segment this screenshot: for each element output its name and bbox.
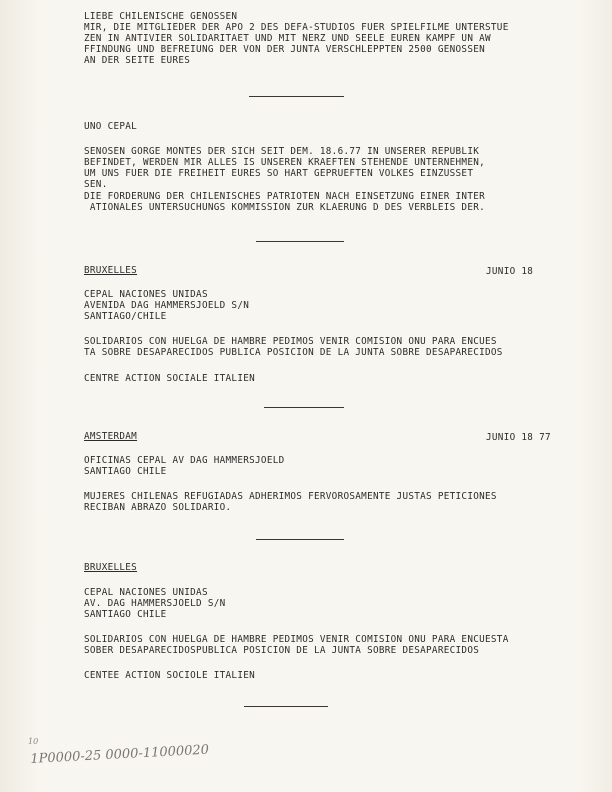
body-line: TA SOBRE DESAPARECIDOS PUBLICA POSICION DE LA JUNTA SOBRE DESAPARECIDOS [84,347,503,358]
note-line: SENOSEN GORGE MONTES DER SICH SEIT DEM. 18.6.77 IN UNSERER REPUBLIK [84,146,480,157]
letter-line: LIEBE CHILENISCHE GENOSSEN [84,11,238,22]
telegram-date: JUNIO 18 [486,266,534,277]
address-line: CEPAL NACIONES UNIDAS [84,587,208,598]
signature: CENTEE ACTION SOCIOLE ITALIEN [84,670,256,681]
note-line: BEFINDET, WERDEN MIR ALLES IS UNSEREN KRAEFTEN STEHENDE UNTERNEHMEN, [84,157,486,168]
address-line: SANTIAGO CHILE [84,466,167,477]
divider-rule [249,96,344,97]
archive-number: 1P0000-25 0000-11000020 [30,742,210,767]
address-line: CEPAL NACIONES UNIDAS [84,289,208,300]
signature: CENTRE ACTION SOCIALE ITALIEN [84,373,256,384]
telegram-origin: AMSTERDAM [84,431,138,442]
address-line: SANTIAGO/CHILE [84,311,167,322]
address-line: AV. DAG HAMMERSJOELD S/N [84,598,226,609]
note-line: ATIONALES UNTERSUCHUNGS KOMMISSION ZUR KLAERUNG D DES VERBLEIS DER. [84,202,486,213]
letter-line: AN DER SEITE EURES [84,55,191,66]
divider-rule [256,241,344,242]
letter-line: ZEN IN ANTIVIER SOLIDARITAET UND MIT NERZ UND SEELE EUREN KAMPF UN AW [84,33,491,44]
corner-mark: 10 [28,737,39,746]
body-line: SOLIDARIOS CON HUELGA DE HAMBRE PEDIMOS VENIR COMISION ONU PARA ENCUESTA [84,634,509,645]
note-line: UM UNS FUER DIE FREIHEIT EURES SO HART GEPRUEFTEN VOLKES EINZUSSET [84,168,474,179]
divider-rule [256,539,344,540]
letter-line: MIR, DIE MITGLIEDER DER APO 2 DES DEFA-STUDIOS FUER SPIELFILME UNTERSTUE [84,22,509,33]
body-line: SOLIDARIOS CON HUELGA DE HAMBRE PEDIMOS VENIR COMISION ONU PARA ENCUES [84,336,497,347]
divider-rule [244,706,328,707]
telegram-origin: BRUXELLES [84,265,138,276]
body-line: SOBER DESAPARECIDOSPUBLICA POSICION DE LA JUNTA SOBRE DESAPARECIDOS [84,645,480,656]
body-line: RECIBAN ABRAZO SOLIDARIO. [84,502,232,513]
note-line: DIE FORDERUNG DER CHILENISCHES PATRIOTEN NACH EINSETZUNG EINER INTER [84,191,486,202]
telegram-origin: BRUXELLES [84,562,138,573]
address-line: SANTIAGO CHILE [84,609,167,620]
divider-rule [264,407,344,408]
body-line: MUJERES CHILENAS REFUGIADAS ADHERIMOS FERVOROSAMENTE JUSTAS PETICIONES [84,491,497,502]
address-line: AVENIDA DAG HAMMERSJOELD S/N [84,300,250,311]
telegram-date: JUNIO 18 77 [486,432,551,443]
address-line: OFICINAS CEPAL AV DAG HAMMERSJOELD [84,455,285,466]
note-line: SEN. [84,179,108,190]
letter-line: FFINDUNG UND BEFREIUNG DER VON DER JUNTA VERSCHLEPPTEN 2500 GENOSSEN [84,44,486,55]
note-heading: UNO CEPAL [84,121,138,132]
